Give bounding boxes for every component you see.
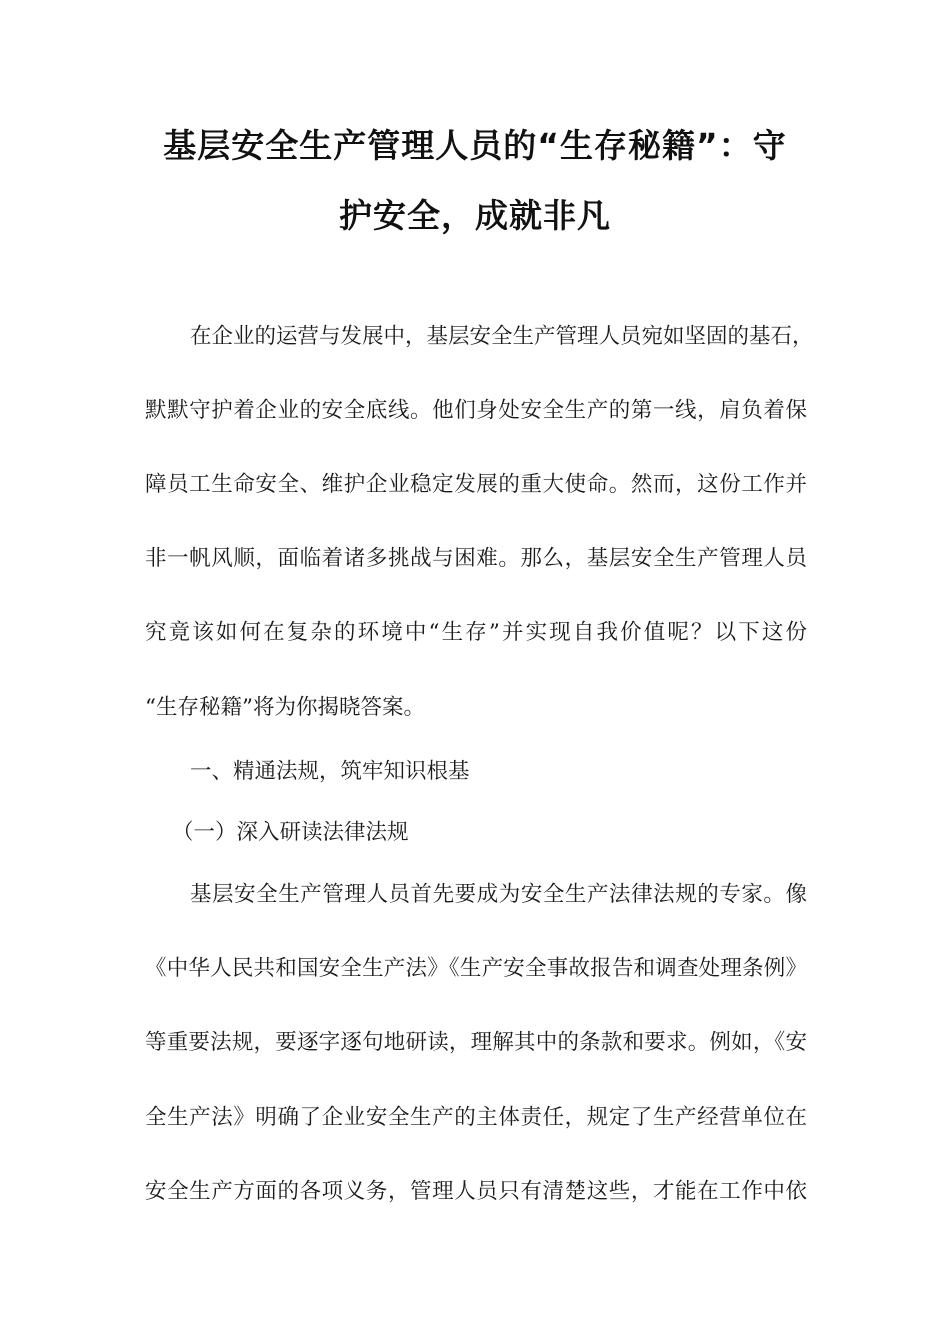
intro-paragraph-line: 究竟该如何在复杂的环境中“生存”并实现自我价值呢？以下这份 (145, 620, 807, 645)
intro-paragraph-line: 在企业的运营与发展中，基层安全生产管理人员宛如坚固的基石， (190, 324, 814, 349)
body-paragraph-line: 基层安全生产管理人员首先要成为安全生产法律法规的专家。像 (190, 882, 807, 907)
intro-paragraph-line: 障员工生命安全、维护企业稳定发展的重大使命。然而，这份工作并 (145, 472, 807, 497)
section-heading: 一、精通法规，筑牢知识根基 (190, 759, 470, 784)
subsection-heading: （一）深入研读法律法规 (172, 820, 409, 845)
body-paragraph-line: 安全生产方面的各项义务，管理人员只有清楚这些，才能在工作中依 (145, 1179, 807, 1204)
body-paragraph-line: 《中华人民共和国安全生产法》《生产安全事故报告和调查处理条例》 (145, 956, 807, 981)
document-title-line-2: 护安全，成就非凡 (339, 196, 611, 235)
intro-paragraph-line: 默默守护着企业的安全底线。他们身处安全生产的第一线，肩负着保 (145, 398, 807, 423)
intro-paragraph-line: “生存秘籍”将为你揭晓答案。 (145, 695, 425, 720)
body-paragraph-line: 全生产法》明确了企业安全生产的主体责任，规定了生产经营单位在 (145, 1105, 807, 1130)
document-title-line-1: 基层安全生产管理人员的“生存秘籍”：守 (163, 126, 787, 165)
body-paragraph-line: 等重要法规，要逐字逐句地研读，理解其中的条款和要求。例如，《安 (145, 1030, 807, 1055)
intro-paragraph-line: 非一帆风顺，面临着诸多挑战与困难。那么，基层安全生产管理人员 (145, 546, 807, 571)
